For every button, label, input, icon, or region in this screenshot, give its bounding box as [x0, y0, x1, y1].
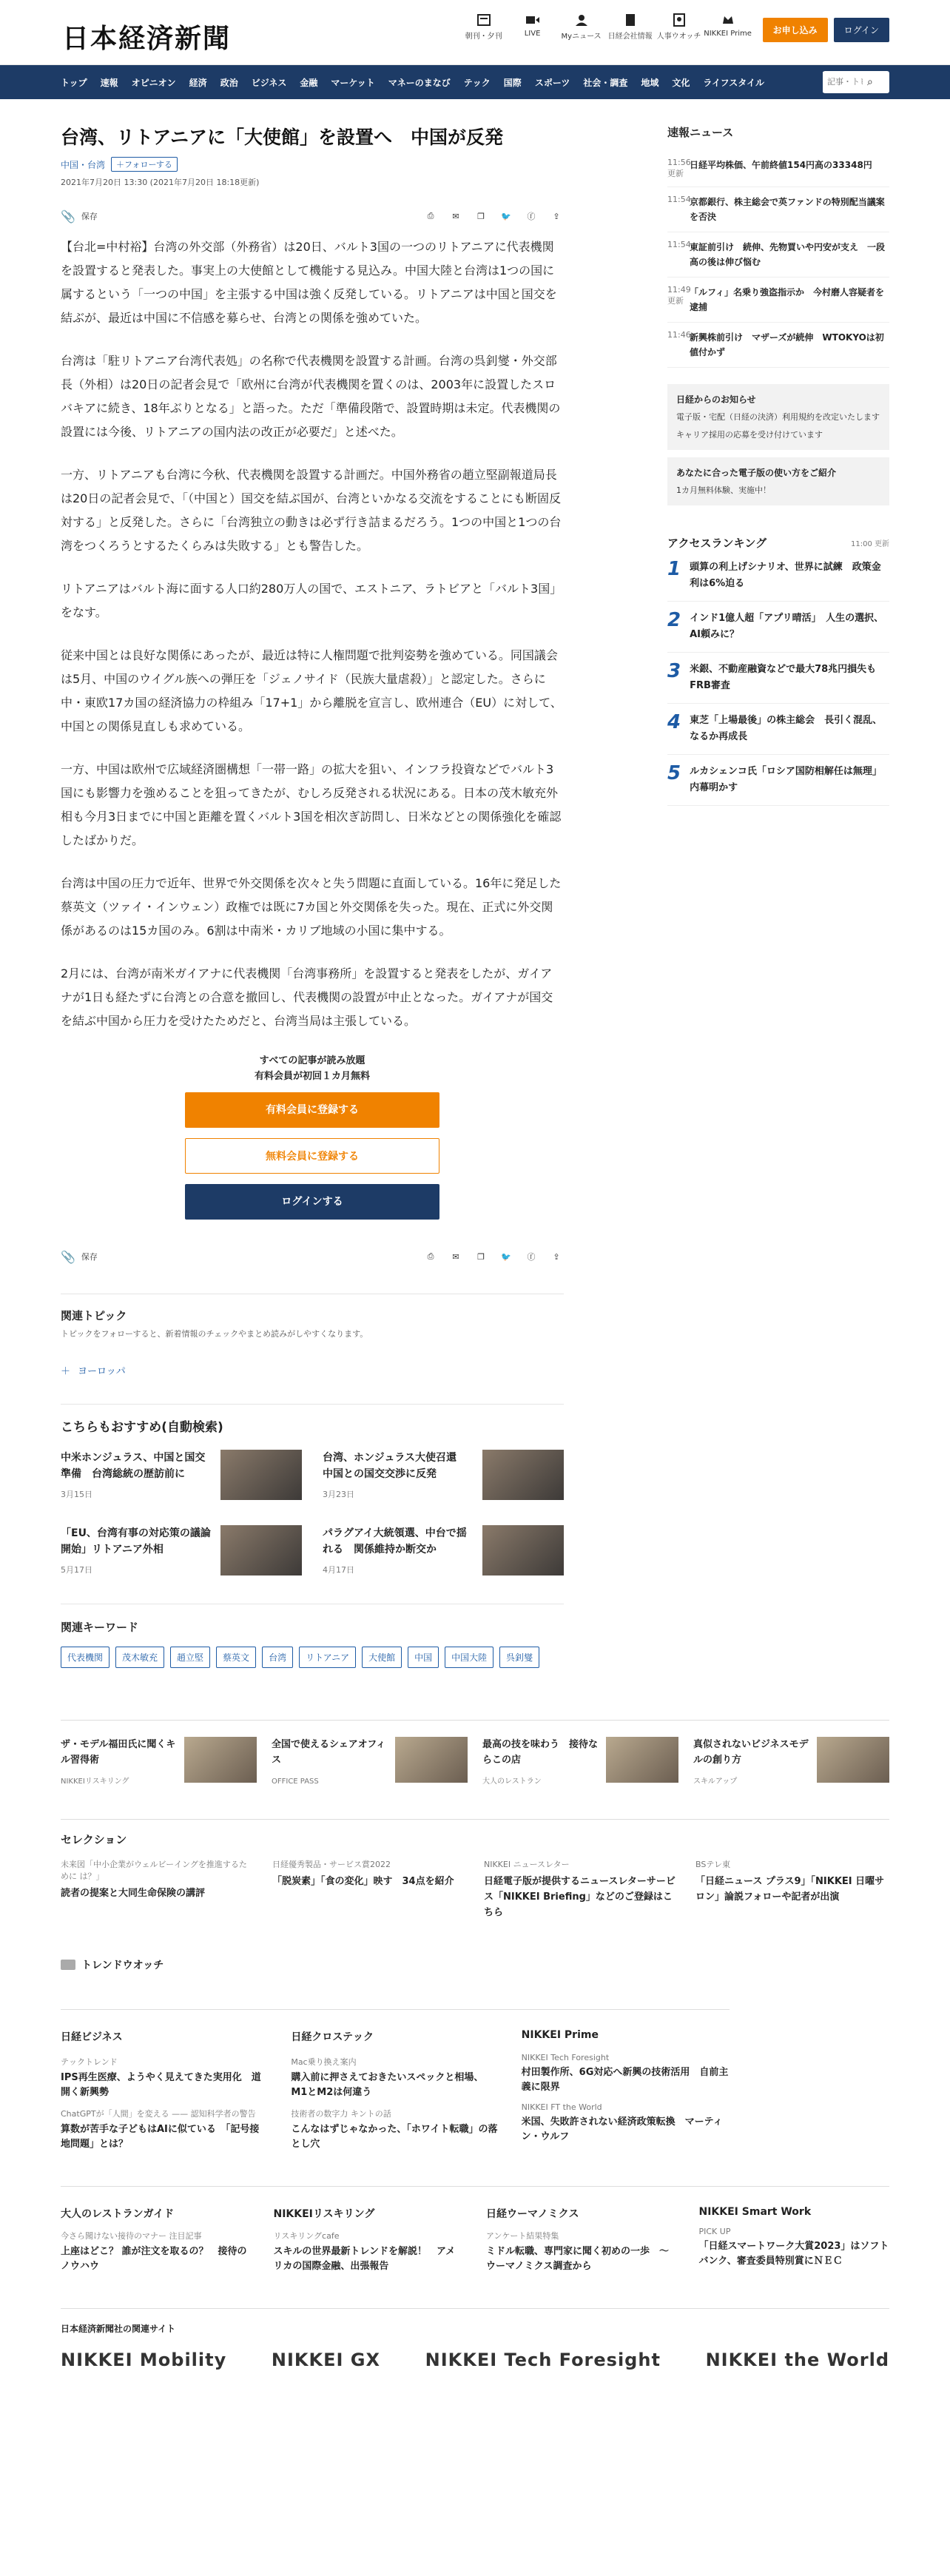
- promo-text: [482, 1737, 600, 1789]
- news-item[interactable]: [667, 187, 889, 232]
- keyword-tag[interactable]: 茂木敏充: [115, 1647, 164, 1668]
- footer-item-title: 米国、失敗許されない経済政策転換 マーティン・ウルフ: [521, 2116, 723, 2142]
- article-toolbar: [61, 209, 564, 223]
- news-item[interactable]: [667, 232, 889, 278]
- footer-item-source: NIKKEI Tech Foresight: [521, 2053, 610, 2062]
- footer-item-source: リスキリングcafe: [273, 2231, 340, 2241]
- mail-icon[interactable]: ✉: [452, 1251, 459, 1262]
- promo-source: OFFICE PASS: [272, 1778, 319, 1786]
- category-12[interactable]: 社会・調査: [583, 77, 628, 88]
- recommend-image[interactable]: [220, 1525, 302, 1575]
- clip-icon[interactable]: 📎: [61, 1249, 75, 1264]
- news-time: [667, 158, 690, 179]
- footer-item[interactable]: [61, 2108, 269, 2152]
- related-site-logo[interactable]: NIKKEI the World: [705, 2350, 889, 2370]
- facebook-icon[interactable]: ⓕ: [527, 212, 536, 221]
- article-paragraph: 台湾は中国の圧力で近年、世界で外交関係を次々と失う問題に直面している。16年に発足した蔡英文（ツァイ・インウェン）政権では既に7カ国と外交関係を失った。現在、正式に外交関係があるのは15カ国のみ。6割は中南米・カリブ地域の小国に集中する。: [61, 876, 562, 938]
- article-main: [61, 124, 564, 1668]
- info-item[interactable]: キャリア採用の応募を受け付けています: [676, 430, 823, 440]
- news-time: [667, 285, 690, 315]
- selection-title: 「脱炭素」「食の変化」映す 34点を紹介: [272, 1876, 454, 1887]
- promo-item[interactable]: [61, 1737, 257, 1789]
- selection-item[interactable]: [695, 1859, 889, 1920]
- recommend-image[interactable]: [482, 1525, 564, 1575]
- news-update-note: 更新: [667, 296, 684, 306]
- ranking-title: ルカシェンコ氏「ロシア国防相解任は無理」 内幕明かす: [690, 766, 887, 793]
- news-time: [667, 195, 690, 224]
- breaking-news-title[interactable]: 速報ニュース: [667, 126, 734, 139]
- selection-item[interactable]: [61, 1859, 255, 1920]
- footer-col[interactable]: [61, 2206, 252, 2274]
- recommend-title: 台湾、ホンジュラス大使召還 中国との国交交渉に反発: [323, 1452, 467, 1480]
- recommend-title: こちらもおすすめ(自動検索): [61, 1420, 223, 1435]
- news-time-value: 11:54: [667, 195, 691, 204]
- topic-tag[interactable]: 中国・台湾: [61, 159, 106, 170]
- category-nav: [0, 65, 950, 99]
- ranking-item[interactable]: [667, 653, 889, 704]
- category-14[interactable]: 文化: [672, 77, 690, 88]
- facebook-icon[interactable]: ⓕ: [527, 1252, 536, 1262]
- search-box[interactable]: [823, 71, 889, 93]
- news-time-value: 11:49: [667, 285, 691, 295]
- footer-col-title[interactable]: 大人のレストランガイド: [61, 2208, 175, 2220]
- footer-col[interactable]: [274, 2206, 465, 2274]
- footer-col: [291, 2029, 499, 2152]
- article-paragraph: 従来中国とは良好な関係にあったが、最近は特に人権問題で批判姿勢を強めている。同国議会は5月、中国のウイグル族への弾圧を「ジェノサイド（民族大量虐殺）」と認定した。さらに中・東欧17カ国の経済協力の枠組み「17+1」から離脱を宣言し、欧州連合（EU）に対して、中国との関係見直しも求めている。: [61, 648, 562, 733]
- ranking-item[interactable]: [667, 602, 889, 653]
- related-topic: [61, 1294, 564, 1377]
- news-item[interactable]: [667, 150, 889, 187]
- keyword-tag[interactable]: リトアニア: [299, 1647, 356, 1668]
- footer-item-title: 算数が苦手な子どもはAIに似ている 「記号接地問題」とは？: [61, 2124, 260, 2150]
- recommend-date: 5月17日: [61, 1565, 92, 1575]
- promo-item[interactable]: [693, 1737, 889, 1789]
- promo-source: NIKKEIリスキリング: [61, 1778, 129, 1786]
- recommend-item[interactable]: [61, 1450, 302, 1503]
- footer-item[interactable]: [291, 2108, 499, 2152]
- article-date: 2021年7月20日 13:30 (2021年7月20日 18:18更新): [61, 178, 260, 187]
- keyword-tag[interactable]: 大使館: [362, 1647, 402, 1668]
- ranking: [667, 535, 889, 806]
- pr-badge: [61, 1960, 75, 1970]
- recommend-title: 中米ホンジュラス、中国と国交準備 台湾総統の歴訪前に: [61, 1452, 206, 1480]
- copy-icon[interactable]: ❐: [477, 1251, 485, 1262]
- footer-item-source: NIKKEI FT the World: [521, 2102, 602, 2112]
- topic-europe[interactable]: [61, 1363, 564, 1377]
- footer-item-source: アンケート結果特集: [486, 2231, 559, 2241]
- paywall-login-button[interactable]: ログインする: [185, 1184, 439, 1220]
- article-paragraph: リトアニアはバルト海に面する人口約280万人の国で、エストニア、ラトビアと「バルト3国」をなす。: [61, 582, 562, 619]
- footer-col: [522, 2029, 730, 2152]
- selection-item[interactable]: [272, 1859, 466, 1920]
- ranking-number: 5: [667, 762, 681, 784]
- selection-source: BSテレ東: [695, 1860, 731, 1869]
- promo-image[interactable]: [395, 1737, 468, 1783]
- category-15[interactable]: ライフスタイル: [703, 77, 764, 88]
- promo-image[interactable]: [606, 1737, 678, 1783]
- search-person-icon: [672, 13, 687, 27]
- recommend-text: [61, 1450, 213, 1503]
- category-7[interactable]: マーケット: [331, 77, 375, 88]
- selection-title: 読者の提案と大同生命保険の講評: [61, 1888, 206, 1899]
- news-time: [667, 240, 690, 269]
- promo-text: [61, 1737, 178, 1789]
- keyword-tag[interactable]: 蔡英文: [216, 1647, 256, 1668]
- ranking-time: 11:00 更新: [851, 540, 889, 548]
- promo-title: ザ・モデル福田氏に聞くキル習得術: [61, 1739, 176, 1766]
- footer-item-source: Mac乗り換え案内: [291, 2057, 357, 2067]
- selection-item[interactable]: [484, 1859, 678, 1920]
- selection-source: 日経優秀製品・サービス賞2022: [272, 1860, 391, 1869]
- clip-icon[interactable]: 📎: [61, 209, 75, 223]
- nav-live[interactable]: LIVE: [508, 13, 557, 38]
- article-paragraph: 一方、リトアニアも台湾に今秋、代表機関を設置する計画だ。中国外務省の趙立堅副報道局長は20日の記者会見で、「（中国と）国交を結ぶ国が、台湾といかなる交流をすることにも断固反対する」と反発した。さらに「台湾独立の動きは必ず行き詰まるだろう。1つの中国と1つの台湾をつくろうとするたくらみは失敗する」とも警告した。: [61, 468, 562, 553]
- recommend-date: 3月23日: [323, 1490, 354, 1499]
- recommend-date: 3月15日: [61, 1490, 92, 1499]
- footer-item-source: PICK UP: [698, 2227, 731, 2236]
- news-item[interactable]: [667, 278, 889, 323]
- footer-item[interactable]: [522, 2102, 730, 2145]
- promo-row: [61, 1720, 889, 1789]
- print-icon[interactable]: ⎙: [427, 211, 434, 221]
- share-icon[interactable]: ⇪: [553, 1251, 560, 1262]
- article-title: 台湾、リトアニアに「大使館」を設置へ 中国が反発: [61, 127, 504, 148]
- related-site-logo[interactable]: NIKKEI Tech Foresight: [425, 2350, 661, 2370]
- footer-col-title[interactable]: 日経ウーマノミクス: [486, 2208, 579, 2220]
- footer-col-title[interactable]: NIKKEIリスキリング: [273, 2208, 375, 2220]
- copy-icon[interactable]: ❐: [477, 211, 485, 221]
- footer-item-source: 技術者の数字力 キントの話: [291, 2109, 391, 2119]
- category-1[interactable]: 速報: [100, 77, 118, 88]
- footer-item-title: 購入前に押さえておきたいスペックと相場、M1とM2は何違う: [291, 2072, 484, 2098]
- promo-title: 全国で使えるシェアオフィス: [272, 1739, 386, 1766]
- footer-col-title[interactable]: 日経クロステック: [291, 2031, 374, 2043]
- news-title: 「ルフィ」名乗り強盗指示か 今村磨人容疑者を逮捕: [690, 287, 885, 312]
- news-title: 東証前引け 続伸、先物買いや円安が支え 一段高の後は伸び悩む: [690, 242, 886, 267]
- news-title: 日経平均株価、午前終値154円高の33348円: [690, 160, 872, 170]
- building-icon: [623, 13, 638, 27]
- category-5[interactable]: ビジネス: [251, 77, 287, 88]
- ranking-title: インド1億人超「アプリ晴活」 人生の選択、AI頼みに？: [690, 613, 884, 640]
- trend-label: トレンドウオッチ: [81, 1960, 164, 1971]
- login-button[interactable]: ログイン: [834, 18, 889, 42]
- promo-title: 最高の技を味わう 接待ならこの店: [482, 1739, 599, 1766]
- follow-button[interactable]: ＋フォローする: [111, 157, 178, 172]
- keyword-tag[interactable]: 中国大陸: [445, 1647, 493, 1668]
- news-time: [667, 330, 690, 360]
- nav-mynews[interactable]: Myニュース: [557, 13, 606, 41]
- selection-source: NIKKEI ニュースレター: [484, 1860, 570, 1869]
- subscribe-button[interactable]: お申し込み: [763, 18, 828, 42]
- footer-item-title: 「日経スマートワーク大賞2023」はソフトバンク、審査委員特別賞にＮＥＣ: [698, 2241, 889, 2267]
- category-10[interactable]: 国際: [503, 77, 522, 88]
- recommend-item[interactable]: [61, 1525, 302, 1578]
- recommend-image[interactable]: [482, 1450, 564, 1500]
- news-time-value: 11:46: [667, 330, 691, 340]
- print-icon[interactable]: ⎙: [427, 1251, 434, 1261]
- category-3[interactable]: 経済: [189, 77, 207, 88]
- promo-source: 大人のレストラン: [482, 1778, 542, 1786]
- related-topic-title: 関連トピック: [61, 1309, 127, 1322]
- topic-label: ヨーロッパ: [78, 1366, 126, 1377]
- twitter-icon[interactable]: 🐦: [501, 211, 511, 221]
- footer-col-title[interactable]: NIKKEI Prime: [521, 2029, 599, 2041]
- paywall-line2: 有料会員が初回１カ月無料: [254, 1071, 370, 1082]
- ranking-item[interactable]: [667, 755, 889, 806]
- recommend-text: [323, 1525, 475, 1578]
- category-9[interactable]: テック: [463, 77, 491, 88]
- video-icon: [525, 13, 540, 27]
- plan-title[interactable]: あなたに合った電子版の使い方をご紹介: [676, 468, 837, 478]
- ranking-title: 米銀、不動産融資などで最大78兆円損失もFRB審査: [690, 664, 877, 691]
- keyword-tag[interactable]: 中国: [408, 1647, 439, 1668]
- recommend-text: [323, 1450, 475, 1503]
- ranking-item[interactable]: [667, 704, 889, 755]
- article-paragraph: 【台北=中村裕】台湾の外交部（外務省）は20日、バルト3国の一つのリトアニアに代表機関を設置すると発表した。事実上の大使館として機能する見込み。中国大陸と台湾は1つの国に属するという「一つの中国」を主張する中国は強く反発している。リトアニアは中国と国交を結ぶが、最近は中国に不信感を募らせ、台湾との関係を強めていた。: [61, 240, 557, 325]
- selection-title: セレクション: [61, 1819, 889, 1847]
- footer-col: [61, 2029, 269, 2152]
- footer-item-title: スキルの世界最新トレンドを解説！ アメリカの国際金融、出張報告: [273, 2246, 456, 2272]
- recommend-image[interactable]: [220, 1450, 302, 1500]
- recommend-date: 4月17日: [323, 1565, 354, 1575]
- footer-col-title[interactable]: NIKKEI Smart Work: [698, 2206, 812, 2218]
- footer-item[interactable]: [522, 2053, 730, 2095]
- share-icon[interactable]: ⇪: [553, 211, 560, 221]
- category-11[interactable]: スポーツ: [534, 77, 570, 88]
- selection-title: 「日経ニュース プラス9」「NIKKEI 日曜サロン」論説フォローや記者が出演: [695, 1876, 885, 1903]
- info-box: [667, 384, 889, 450]
- selection-title: 日経電子版が提供するニュースレターサービス「NIKKEI Briefing」などのご登録はこちら: [484, 1876, 676, 1918]
- footer-item-title: こんなはずじゃなかった、「ホワイト転職」の落とし穴: [291, 2124, 498, 2150]
- article-toolbar-bottom: [61, 1249, 564, 1264]
- related-site-logo[interactable]: NIKKEI Mobility: [61, 2350, 227, 2370]
- plus-icon: ＋: [61, 1366, 71, 1377]
- sidebar: [667, 124, 889, 1668]
- site-logo[interactable]: 日本経済新聞: [62, 23, 232, 54]
- user-icon: [574, 13, 589, 27]
- trend-watch[interactable]: [61, 1957, 889, 1972]
- footer-item-title: 村田製作所、6G対応へ新興の技術活用 自前主義に限界: [521, 2067, 729, 2093]
- prime-icon: [721, 13, 735, 27]
- ranking-title: 東芝「上場最後」の株主総会 長引く混乱、なるか再成長: [690, 715, 883, 742]
- footer-item-source: 今さら聞けない接待のマナー 注目記事: [61, 2231, 202, 2241]
- article-paragraph: 一方、中国は欧州で広域経済圏構想「一帯一路」の拡大を狙い、インフラ投資などでバルト3国にも影響力を強めることを狙ってきたが、むしろ反発される状況にある。日本の茂木敏充外相も今月3日までに中国と距離を置くバルト3国を相次ぎ訪問し、日米などとの関係強化を確認したばかりだ。: [61, 762, 562, 847]
- ranking-title[interactable]: アクセスランキング: [667, 537, 767, 550]
- promo-image[interactable]: [184, 1737, 257, 1783]
- promo-title: 真似されないビジネスモデルの創り方: [693, 1739, 809, 1766]
- search-icon[interactable]: ⌕: [867, 76, 873, 88]
- promo-item[interactable]: [272, 1737, 468, 1789]
- ranking-number: 3: [667, 660, 681, 682]
- recommend-text: [61, 1525, 213, 1578]
- footer-col[interactable]: [699, 2206, 890, 2274]
- promo-text: [693, 1737, 811, 1789]
- plan-box: [667, 457, 889, 505]
- footer-col-title[interactable]: 日経ビジネス: [61, 2031, 123, 2043]
- recommend-title: 「EU、台湾有事の対応策の議論開始」リトアニア外相: [61, 1527, 211, 1556]
- news-item[interactable]: [667, 323, 889, 368]
- plan-item[interactable]: 1カ月無料体験、実施中！: [676, 485, 771, 495]
- mail-icon[interactable]: ✉: [452, 211, 459, 221]
- nav-newspaper[interactable]: 朝刊・夕刊: [459, 13, 508, 41]
- footer-item-title: 上座はどこ？ 誰が注文を取るの？ 接待のノウハウ: [61, 2246, 247, 2272]
- article-paragraph: 2月には、台湾が南米ガイアナに代表機関「台湾事務所」を設置すると発表をしたが、ガイアナが1日も経たずに台湾との合意を撤回し、代表機関の設置が中止となった。ガイアナが国交を結ぶ中国から圧力を受けたためだと、台湾当局は主張している。: [61, 966, 553, 1028]
- save-label[interactable]: 保存: [81, 1252, 98, 1262]
- footer-item-title: ミドル転職、専門家に聞く初めの一歩 ～ウーマノミクス調査から: [486, 2246, 670, 2272]
- save-label[interactable]: 保存: [81, 212, 98, 221]
- promo-text: [272, 1737, 389, 1789]
- free-register-button[interactable]: 無料会員に登録する: [185, 1138, 439, 1174]
- keyword-tag[interactable]: 趙立堅: [170, 1647, 210, 1668]
- promo-image[interactable]: [817, 1737, 889, 1783]
- related-sites-title: 日本経済新聞社の関連サイト: [61, 2308, 889, 2335]
- ranking-number: 4: [667, 711, 681, 733]
- ranking-number: 2: [667, 609, 681, 631]
- category-13[interactable]: 地域: [641, 77, 659, 88]
- category-0[interactable]: トップ: [61, 77, 87, 88]
- category-6[interactable]: 金融: [300, 77, 318, 88]
- ranking-item[interactable]: [667, 551, 889, 602]
- keyword-tag[interactable]: 台湾: [262, 1647, 293, 1668]
- site-header: [0, 0, 950, 65]
- footer-item[interactable]: [291, 2056, 499, 2100]
- keyword-tag[interactable]: 代表機関: [61, 1647, 110, 1668]
- keyword-tag[interactable]: 呉釗燮: [499, 1647, 539, 1668]
- news-title: 新興株前引け マザーズが続伸 WTOKYOは初値付かず: [690, 332, 884, 357]
- nav-prime[interactable]: NIKKEI Prime: [704, 13, 752, 38]
- news-title: 京都銀行、株主総会で英ファンドの特別配当議案を否決: [690, 197, 885, 222]
- related-topic-sub: トピックをフォローすると、新着情報のチェックやまとめ読みがしやすくなります。: [61, 1329, 368, 1339]
- footer-item-source: ChatGPTが「人間」を変える —— 認知科学者の警告: [61, 2109, 256, 2119]
- category-4[interactable]: 政治: [220, 77, 238, 88]
- recommend-title: パラグアイ大統領選、中台で揺れる 関係維持か断交か: [323, 1527, 467, 1556]
- category-8[interactable]: マネーのまなび: [388, 77, 451, 88]
- ranking-number: 1: [667, 558, 681, 580]
- recommend-item[interactable]: [323, 1525, 564, 1578]
- keywords-title: 関連キーワード: [61, 1621, 139, 1634]
- related-site-logo[interactable]: NIKKEI GX: [271, 2350, 380, 2370]
- paid-register-button[interactable]: 有料会員に登録する: [185, 1092, 439, 1128]
- promo-source: スキルアップ: [693, 1778, 738, 1786]
- twitter-icon[interactable]: 🐦: [501, 1251, 511, 1262]
- article-body: [61, 235, 564, 1033]
- ranking-title: 頭算の利上げシナリオ、世界に試練 政策金利は6%迫る: [690, 562, 881, 589]
- category-2[interactable]: オピニオン: [131, 77, 176, 88]
- info-item[interactable]: 電子版・宅配（日経の決済）利用規約を改定いたします: [676, 412, 880, 422]
- recommend-item[interactable]: [323, 1450, 564, 1503]
- newspaper-icon: [476, 13, 491, 27]
- news-update-note: 更新: [667, 169, 684, 178]
- selection-source: 未来図「中小企業がウェルビーイングを推進するために は？」: [61, 1860, 247, 1881]
- paywall: [61, 1052, 564, 1220]
- footer-item-source: テックトレンド: [61, 2057, 118, 2067]
- news-time-value: 11:54: [667, 240, 691, 249]
- nav-personnel[interactable]: 人事ウオッチ: [655, 13, 704, 41]
- keywords-section: [61, 1604, 564, 1668]
- article-paragraph: 台湾は「駐リトアニア台湾代表処」の名称で代表機関を設置する計画。台湾の呉釗燮・外交部長（外相）は20日の記者会見で「欧州に台湾が代表機関を置くのは、2003年に設置したスロバキアに続き、18年ぶりとなる」と語った。ただ「準備段階で、設置時期は未定。代表機関の設置には今後、リトアニアの国内法の改正が必要だ」と述べた。: [61, 354, 561, 439]
- news-time-value: 11:56: [667, 158, 691, 167]
- recommend-section: [61, 1404, 564, 1578]
- footer-item[interactable]: [61, 2056, 269, 2100]
- paywall-line1: すべての記事が読み放題: [259, 1055, 365, 1066]
- promo-item[interactable]: [482, 1737, 678, 1789]
- search-input[interactable]: [823, 72, 867, 93]
- top-nav: [459, 13, 889, 42]
- nav-company[interactable]: 日経会社情報: [606, 13, 655, 41]
- footer-item-title: IPS再生医療、ようやく見えてきた実用化 道開く新興勢: [61, 2072, 261, 2098]
- info-title[interactable]: 日経からのお知らせ: [676, 394, 756, 405]
- footer-col[interactable]: [486, 2206, 677, 2274]
